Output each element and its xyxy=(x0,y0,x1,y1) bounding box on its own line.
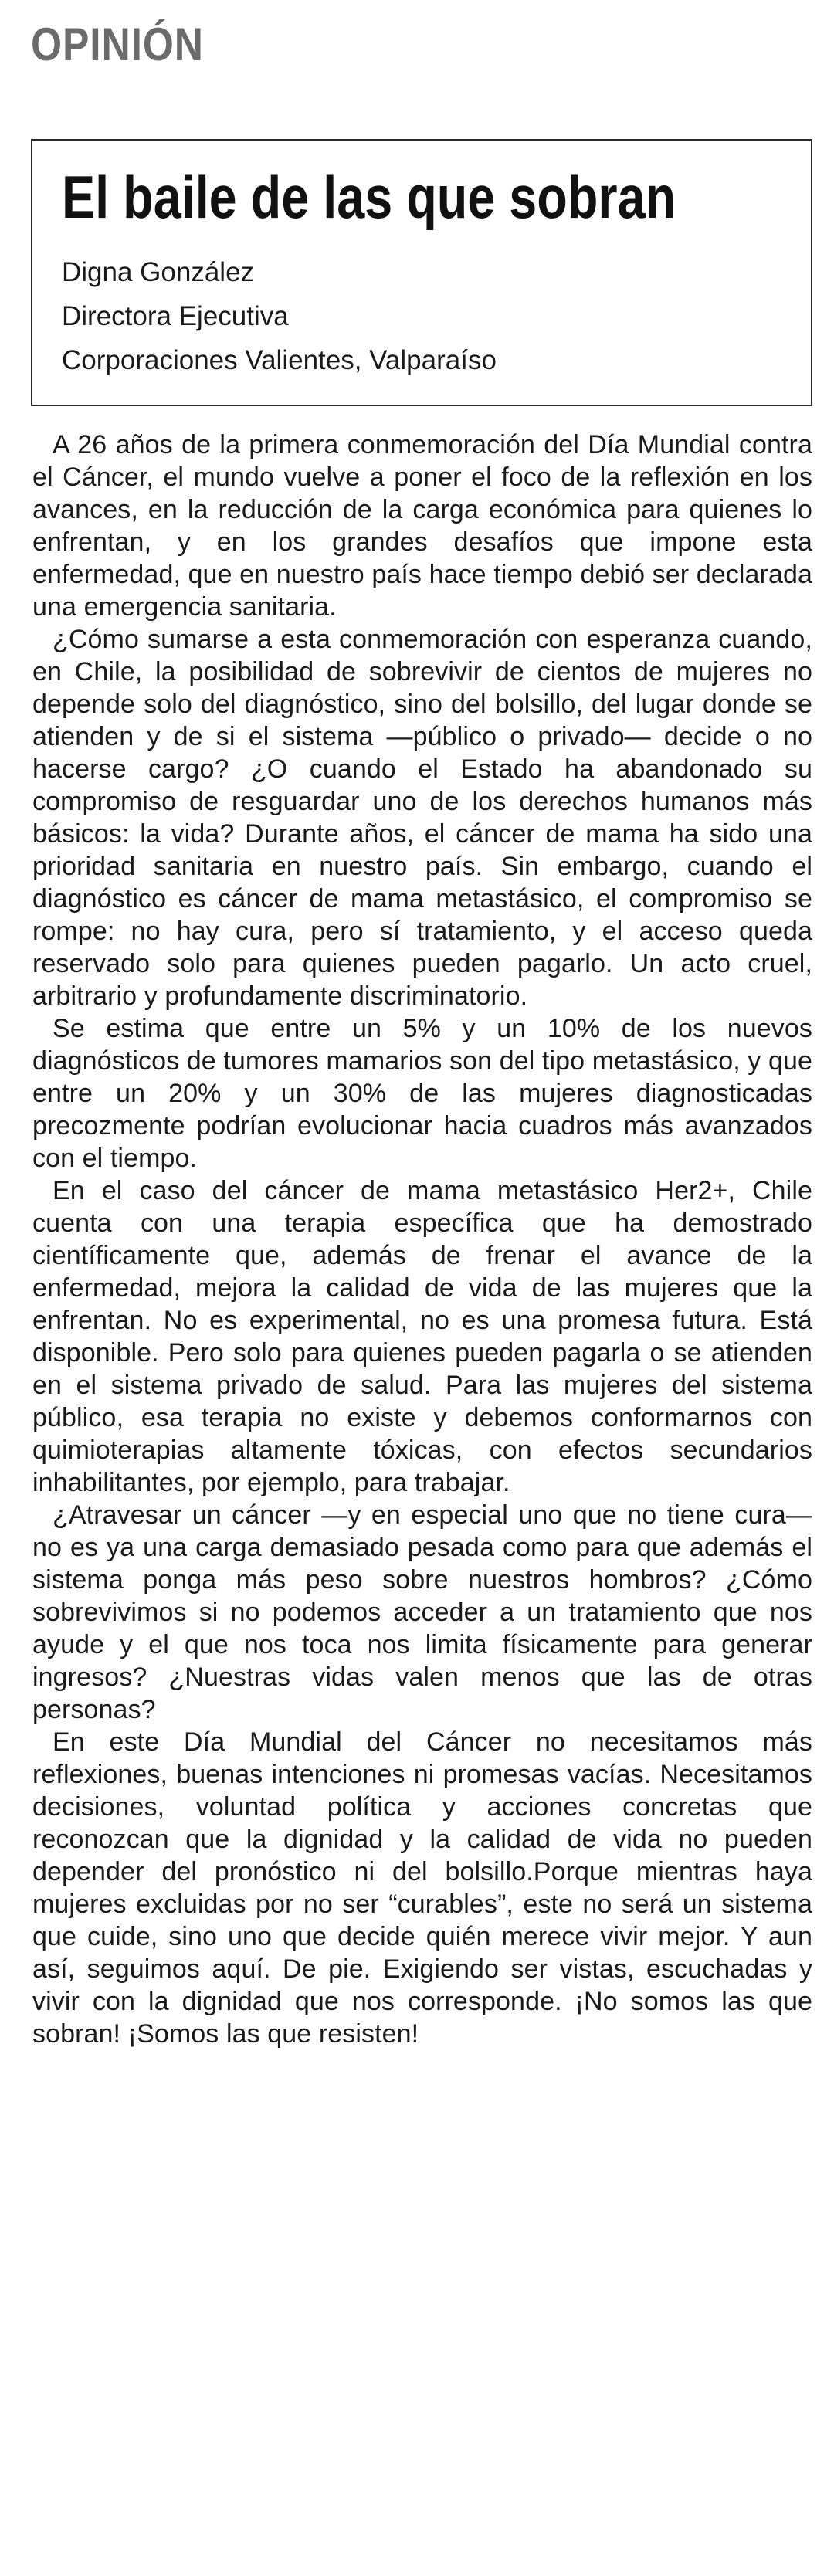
section-label: OPINIÓN xyxy=(31,19,204,70)
article-paragraph: En este Día Mundial del Cáncer no necesitamos más reflexiones, buenas intenciones ni promesas vacías. Necesitamos decisiones, voluntad política y acciones concretas que reconozcan que la dignidad y la calidad de vida no pueden depender del pronóstico ni del bolsillo.Porque mientras haya mujeres excluidas por no ser “curables”, este no será un sistema que cuide, sino uno que decide quién merece vivir mejor. Y aun así, seguimos aquí. De pie. Exigiendo ser vistas, escuchadas y vivir con la dignidad que nos corresponde. ¡No somos las que sobran! ¡Somos las que resisten! xyxy=(32,1727,812,2049)
article-paragraph: En el caso del cáncer de mama metastásico Her2+, Chile cuenta con una terapia específica que ha demostrado científicamente que, además de frenar el avance de la enfermedad, mejora la calidad de vida de las mujeres que la enfrentan. No es experimental, no es una promesa futura. Está disponible. Pero solo para quienes pueden pagarla o se atienden en el sistema privado de salud. Para las mujeres del sistema público, esa terapia no existe y debemos conformarnos con quimioterapias altamente tóxicas, con efectos secundarios inhabilitantes, por ejemplo, para trabajar. xyxy=(32,1176,812,1497)
headline-box xyxy=(31,139,812,406)
author-organization: Corporaciones Valientes, Valparaíso xyxy=(62,345,497,375)
article-title: El baile de las que sobran xyxy=(62,163,676,231)
author-name: Digna González xyxy=(62,257,255,287)
byline xyxy=(62,250,497,382)
author-role: Directora Ejecutiva xyxy=(62,301,289,331)
article-paragraph: A 26 años de la primera conmemoración del Día Mundial contra el Cáncer, el mundo vuelve a poner el foco de la reflexión en los avances, en la reducción de la carga económica para quienes lo enfrentan, y en los grandes desafíos que impone esta enfermedad, que en nuestro país hace tiempo debió ser declarada una emergencia sanitaria. xyxy=(32,430,812,622)
article-paragraph: Se estima que entre un 5% y un 10% de los nuevos diagnósticos de tumores mamarios son del tipo metastásico, y que entre un 20% y un 30% de las mujeres diagnosticadas precozmente podrían evolucionar hacia cuadros más avanzados con el tiempo. xyxy=(32,1014,812,1173)
article-paragraph: ¿Cómo sumarse a esta conmemoración con esperanza cuando, en Chile, la posibilidad de sobrevivir de cientos de mujeres no depende solo del diagnóstico, sino del bolsillo, del lugar donde se atienden y de si el sistema —público o privado— decide o no hacerse cargo? ¿O cuando el Estado ha abandonado su compromiso de resguardar uno de los derechos humanos más básicos: la vida? Durante años, el cáncer de mama ha sido una prioridad sanitaria en nuestro país. Sin embargo, cuando el diagnóstico es cáncer de mama metastásico, el compromiso se rompe: no hay cura, pero sí tratamiento, y el acceso queda reservado solo para quienes pueden pagarlo. Un acto cruel, arbitrario y profundamente discriminatorio. xyxy=(32,625,812,1011)
article-body xyxy=(32,429,812,2560)
article-paragraph: ¿Atravesar un cáncer —y en especial uno que no tiene cura— no es ya una carga demasiado pesada como para que además el sistema ponga más peso sobre nuestros hombros? ¿Cómo sobrevivimos si no podemos acceder a un tratamiento que nos ayude y el que nos toca nos limita físicamente para generar ingresos? ¿Nuestras vidas valen menos que las de otras personas? xyxy=(32,1500,812,1724)
